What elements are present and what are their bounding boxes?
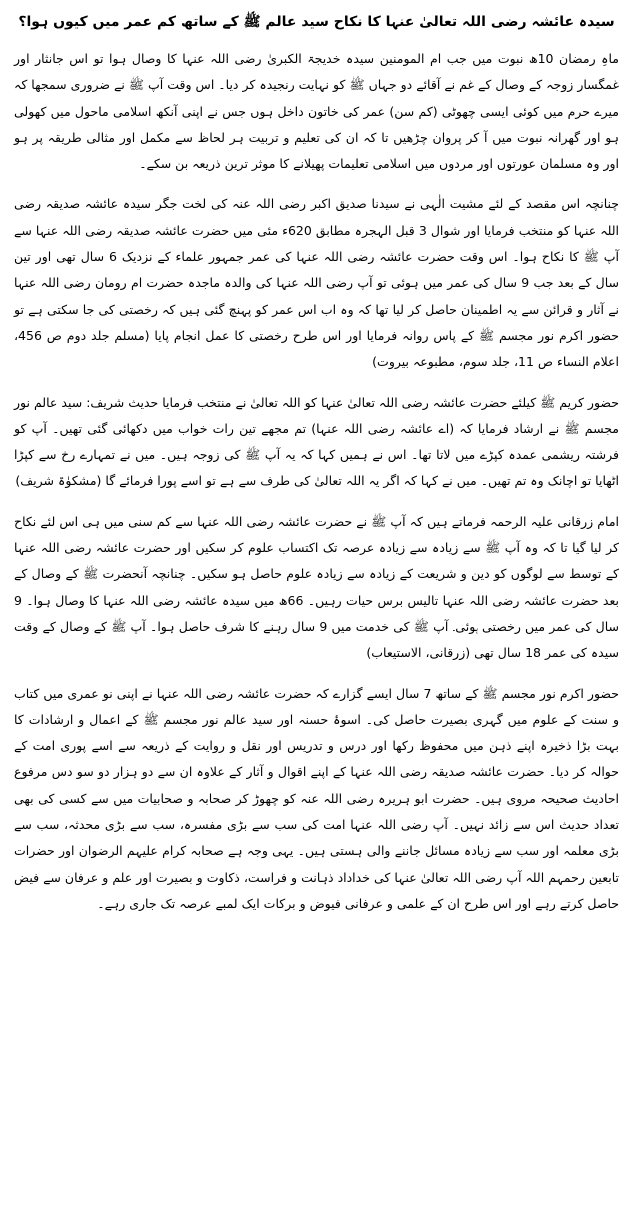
paragraph-3: حضور کریم ﷺ کیلئے حضرت عائشہ رضی اللہ تعالیٰ عنہا کو اللہ تعالیٰ نے منتخب فرمایا حدیث شریف: سید عالم نور مجسم ﷺ نے ارشاد فرمایا کہ (اے عائشہ رضی اللہ عنہا) تم مجھے تین رات خواب میں دکھائی گئی تھیں۔ آپ کو فرشتہ ریشمی عمدہ کپڑے میں لاتا تھا۔ اس نے ہمیں کہا کہ یہ آپ ﷺ کی زوجہ ہیں۔ میں نے تمہارے رخ سے کپڑا اٹھایا تو اچانک وہ تم تھیں۔ میں نے کہا کہ اگر یہ اللہ تعالیٰ کی طرف سے ہے تو اسے پورا فرمائے گا (مشکوٰۃ شریف) bbox=[14, 394, 619, 489]
paragraph-5: حضور اکرم نور مجسم ﷺ کے ساتھ 7 سال ایسے گزارے کہ حضرت عائشہ رضی اللہ عنہا نے اپنی نو عمری میں کتاب و سنت کے علوم میں گہری بصیرت حاصل کی۔ اسوۂ حسنہ اور سید عالم نور مجسم ﷺ کے اعمال و ارشادات کا بہت بڑا ذخیرہ اپنے ذہن میں محفوظ رکھا اور درس و تدریس اور نقل و روایت کے ذریعہ سے اسے پوری امت کے حوالہ کر دیا۔ حضرت عائشہ صدیقہ رضی اللہ عنہا کے اپنے اقوال و آثار کے علاوہ ان سے دو ہزار دو سو دس مرفوع احادیث صحیحہ مروی ہیں۔ حضرت ابو ہریرہ رضی اللہ عنہ کو چھوڑ کر صحابہ و صحابیات میں سے کسی کی بھی تعداد حدیث اس سے زائد نہیں۔ آپ رضی اللہ عنہا امت کی سب سے بڑی مفسرہ، سب سے بڑی محدثہ، سب سے بڑی معلمہ اور سب سے زیادہ مسائل جاننے والی ہستی ہیں۔ یہی وجہ ہے صحابہ کرام علیہم الرضوان اور حضرات تابعین رحمہم اللہ آپ رضی اللہ تعالیٰ عنہا کی خداداد ذہانت و فراست، ذکاوت و بصیرت اور علم و عرفان سے فیض حاصل کرتے رہے اور اس طرح ان کے علمی و عرفانی فیوض و برکات ایک لمبے عرصہ تک جاری رہے۔ bbox=[14, 685, 619, 911]
paragraph-4: امام زرقانی علیہ الرحمہ فرماتے ہیں کہ آپ ﷺ نے حضرت عائشہ رضی اللہ عنہا سے کم سنی میں ہی اس لئے نکاح کر لیا گیا تا کہ وہ آپ ﷺ سے زیادہ سے زیادہ عرصہ تک اکتساب علوم کر سکیں اور حضرت عائشہ رضی اللہ عنہا کے توسط سے لوگوں کو دین و شریعت کے زیادہ سے زیادہ علوم حاصل ہو سکیں۔ چنانچہ آنحضرت ﷺ کے وصال کے بعد حضرت عائشہ رضی اللہ عنہا تالیس برس حیات رہیں۔ 66ھ میں سیدہ عائشہ رضی اللہ عنہا کا وصال ہوا۔ 9 سال کی عمر میں رخصتی ہوئی۔ آپ ﷺ کی خدمت میں 9 سال رہنے کا شرف حاصل ہوا۔ آپ ﷺ کے وصال کے وقت سیدہ کی عمر 18 سال تھی (زرقانی، الاستیعاب) bbox=[14, 513, 620, 661]
article-title: سیدہ عائشہ رضی اللہ تعالیٰ عنہا کا نکاح سید عالم ﷺ کے ساتھ کم عمر میں کیوں ہوا؟ bbox=[18, 14, 615, 30]
paragraph-1: ماہِ رمضان 10ھ نبوت میں جب ام المومنین سیدہ خدیجۃ الکبریٰ رضی اللہ عنہا کا وصال ہوا تو اس جانثار اور غمگسار زوجہ کے وصال کے غم نے آقائے دو جہاں ﷺ کو نہایت رنجیدہ کر دیا۔ اس وقت آپ ﷺ نے ضروری سمجھا کہ میرے حرم میں کوئی ایسی چھوٹی (کم سن) عمر کی خاتون داخل ہوں جس نے اپنی آنکھ اسلامی ماحول میں کھولی ہو اور گھرانہ نبوت میں آ کر پروان چڑھیں تا کہ ان کی تعلیم و تربیت ہر لحاظ سے مکمل اور مثالی طریقہ پر ہو اور وہ مسلمان عورتوں اور مردوں میں اسلامی تعلیمات پھیلانے کا موثر ترین ذریعہ بن سکے۔ bbox=[14, 51, 619, 172]
paragraph-2: چنانچہ اس مقصد کے لئے مشیت الٰہی نے سیدنا صدیق اکبر رضی اللہ عنہ کی لخت جگر سیدہ عائشہ صدیقہ رضی اللہ عنہا کو منتخب فرمایا اور شوال 3 قبل الہجرہ مطابق 620ء مئی میں حضرت عائشہ صدیقہ رضی اللہ عنہا سے آپ ﷺ کا نکاح ہوا۔ اس وقت حضرت عائشہ رضی اللہ عنہا کی عمر جمہور علماء کے نزدیک 6 سال تھی اور تین سال کے بعد جب 9 سال کی عمر میں ہوئی تو آپ رضی اللہ عنہا کی والدہ ماجدہ حضرت ام رومان رضی اللہ عنہا نے آثار و قرائن سے یہ اطمینان حاصل کر لیا تھا کہ وہ اب اس عمر کو پہنچ گئی ہیں کہ رخصتی کی جا سکتی ہے تو حضور اکرم نور مجسم ﷺ کے پاس روانہ فرمایا اور اس طرح رخصتی کا عمل انجام پایا (مسلم جلد دوم ص 456، اعلام النساء ص 11، جلد سوم، مطبوعہ بیروت) bbox=[14, 196, 619, 370]
